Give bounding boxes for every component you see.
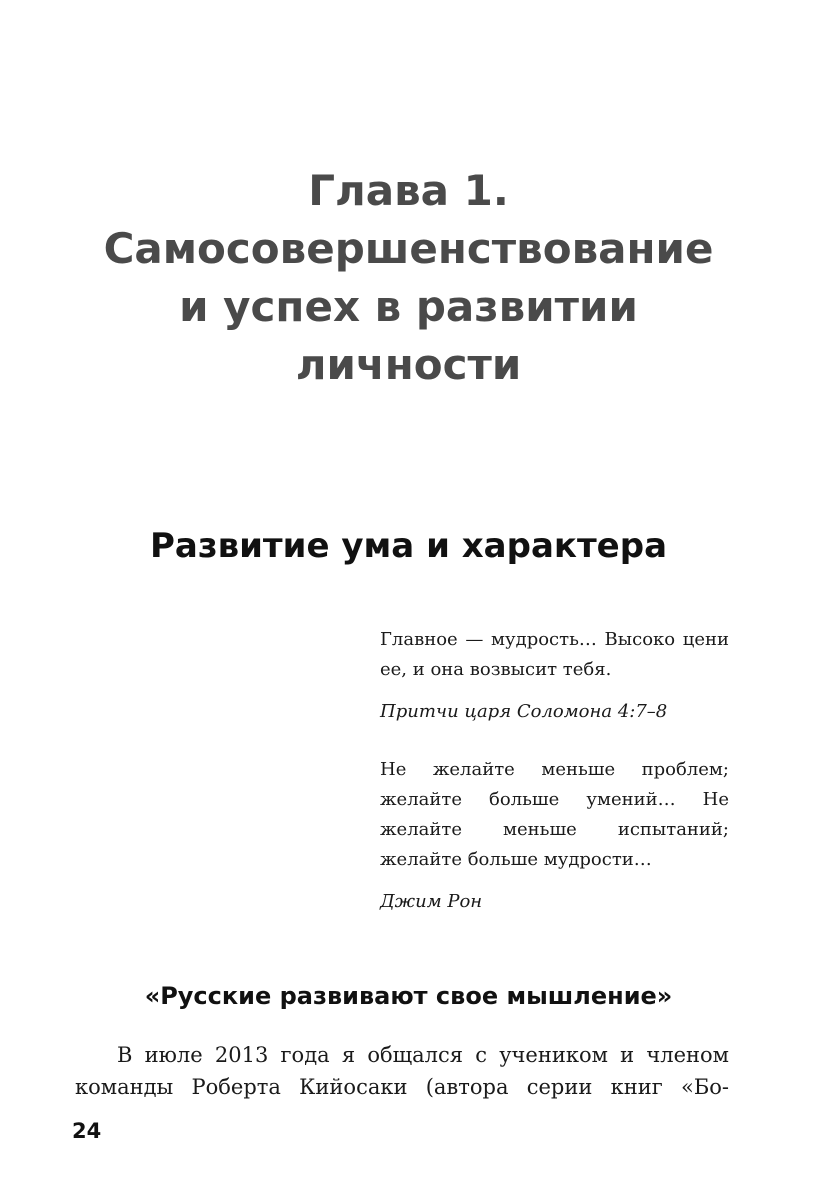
chapter-title-line: личности bbox=[295, 340, 522, 389]
chapter-title bbox=[0, 162, 817, 394]
page-number: 24 bbox=[72, 1119, 102, 1143]
chapter-title-line: Самосовершенствование bbox=[103, 224, 714, 273]
epigraph bbox=[380, 625, 729, 727]
chapter-title-line: Глава 1. bbox=[308, 166, 509, 215]
chapter-title-line: и успех в развитии bbox=[179, 282, 638, 331]
epigraph-quote: Главное — мудрость… Высоко цени ее, и она возвысит тебя. bbox=[380, 629, 729, 680]
epigraph bbox=[380, 755, 729, 917]
body-paragraph: В июле 2013 года я общался с учеником и членом команды Роберта Кийосаки (автора серии книг «Бо- bbox=[75, 1043, 729, 1099]
subsection-title: «Русские развивают свое мышление» bbox=[144, 982, 673, 1010]
section-title: Развитие ума и характера bbox=[149, 526, 668, 566]
epigraph-attribution: Притчи царя Соломона 4:7–8 bbox=[380, 701, 668, 722]
epigraph-attribution: Джим Рон bbox=[380, 891, 483, 912]
epigraph-quote: Не желайте меньше проблем; желайте больше умений… Не желайте меньше испытаний; желайте больше мудрости… bbox=[380, 759, 729, 870]
